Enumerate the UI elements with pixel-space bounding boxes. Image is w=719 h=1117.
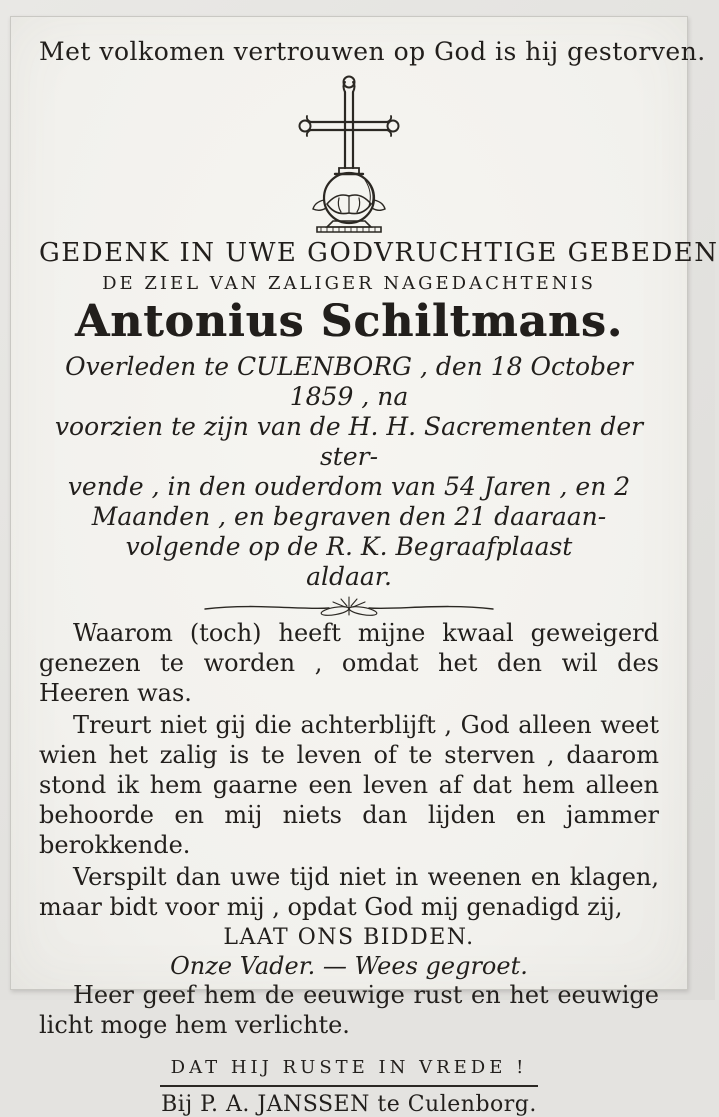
reflection-paragraph-3: Verspilt dan uwe tijd niet in weenen en klagen, maar bidt voor mij , opdat God mij genadigd zij, <box>39 863 659 921</box>
reflection-paragraph-2: Treurt niet gij die achterblijft , God alleen weet wien het zalig is te leven of te sterven , daarom stond ik hem gaarne een leven af dat hem alleen behoorde en mij niets dan lijden en jammer berokkende. <box>39 711 659 859</box>
publisher-imprint: Bij P. A. JANSSEN te Culenborg. <box>161 1092 537 1117</box>
obituary-line: voorzien te zijn van de H. H. Sacrementen der ster- <box>54 412 644 471</box>
rest-in-peace-line: DAT HIJ RUSTE IN VREDE ! <box>170 1057 528 1078</box>
deceased-name: Antonius Schiltmans. <box>74 296 624 347</box>
subheading: DE ZIEL VAN ZALIGER NAGEDACHTENIS <box>102 273 596 294</box>
prayer-line: Onze Vader. — Wees gegroet. <box>170 952 528 980</box>
obituary-line: aldaar. <box>306 562 392 591</box>
reflection-paragraph-1: Waarom (toch) heeft mijne kwaal geweigerd genezen te worden , omdat het den wil des Heeren was. <box>39 619 659 707</box>
cross-on-orb-icon <box>279 219 419 238</box>
rest-prayer-paragraph: Heer geef hem de eeuwige rust en het eeuwige licht moge hem verlichte. <box>39 981 659 1039</box>
prayer-heading: LAAT ONS BIDDEN. <box>223 925 475 950</box>
obituary-details <box>39 352 659 592</box>
obituary-line: volgende op de R. K. Begraafplaast <box>125 532 573 561</box>
footer-rule <box>160 1085 538 1087</box>
obituary-line: Maanden , en begraven den 21 daaraan- <box>91 502 607 531</box>
call-to-prayer-heading: GEDENK IN UWE GODVRUCHTIGE GEBEDEN <box>39 238 719 268</box>
card-content <box>11 17 719 1117</box>
epigraph: Met volkomen vertrouwen op God is hij gestorven. <box>39 37 706 66</box>
obituary-line: Overleden te CULENBORG , den 18 October 1859 , na <box>65 352 633 411</box>
memorial-card <box>10 16 719 1117</box>
cross-illustration <box>39 70 659 236</box>
obituary-line: vende , in den ouderdom van 54 Jaren , en 2 <box>67 472 631 501</box>
flourish-divider-icon <box>39 594 659 618</box>
